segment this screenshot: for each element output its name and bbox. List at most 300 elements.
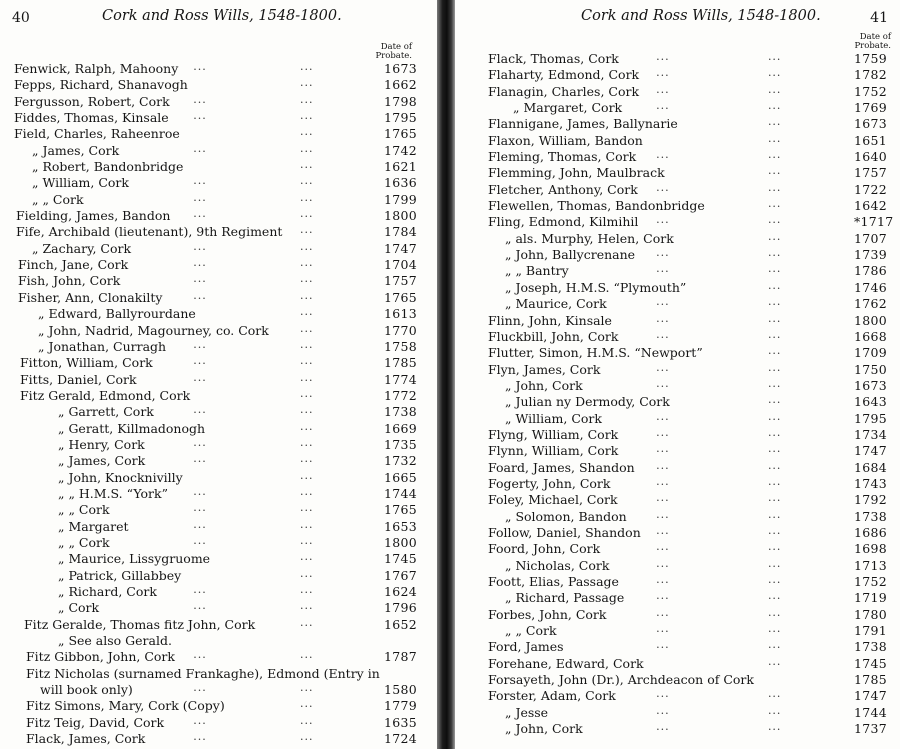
probate-year: 1752 — [854, 574, 888, 589]
leader-dots: ... — [767, 115, 782, 129]
testator-name: Forehane, Edward, Cork — [488, 655, 644, 671]
probate-year: 1738 — [384, 404, 418, 420]
will-entry — [0, 550, 437, 566]
probate-year: 1724 — [384, 731, 418, 747]
leader-dots: ... — [767, 197, 782, 211]
leader-dots: ... — [193, 501, 207, 515]
will-entry — [0, 305, 437, 321]
leader-dots: ... — [656, 589, 670, 603]
probate-year: 1769 — [854, 100, 888, 116]
testator-name: „ John, Nadrid, Magourney, co. Cork — [38, 322, 269, 338]
testator-name: „ Joseph, H.M.S. “Plymouth” — [505, 279, 687, 295]
probate-year: 1665 — [384, 469, 418, 485]
testator-name: „ Solomon, Bandon — [505, 508, 627, 524]
probate-year: 1673 — [854, 116, 888, 132]
testator-name: Fish, John, Cork — [18, 273, 121, 289]
testator-name: Fepps, Richard, Shanavogh — [14, 77, 188, 93]
will-entry — [0, 322, 437, 338]
leader-dots: ... — [656, 180, 670, 194]
leader-dots: ... — [767, 442, 782, 456]
leader-dots: ... — [300, 272, 314, 286]
testator-name: „ Zachary, Cork — [32, 240, 132, 256]
leader-dots: ... — [767, 622, 782, 636]
testator-name: „ „ Cork — [58, 502, 110, 518]
probate-year: 1743 — [854, 475, 888, 491]
will-entry — [455, 279, 900, 295]
testator-name: „ Edward, Ballyrourdane — [38, 306, 196, 322]
testator-name: Flaharty, Edmond, Cork — [488, 67, 640, 83]
will-entry — [0, 223, 437, 239]
leader-dots: ... — [300, 419, 314, 433]
leader-dots: ... — [300, 452, 314, 466]
will-entry — [455, 164, 900, 180]
will-entry — [455, 328, 900, 344]
probate-year: 1792 — [854, 492, 888, 508]
probate-year: 1796 — [384, 600, 418, 616]
probate-year: 1770 — [384, 322, 418, 338]
will-entry — [0, 109, 437, 125]
leader-dots: ... — [193, 337, 207, 351]
leader-dots: ... — [193, 599, 207, 613]
probate-year: 1742 — [384, 142, 418, 158]
leader-dots: ... — [767, 573, 782, 586]
leader-dots: ... — [193, 403, 207, 417]
probate-year: 1785 — [854, 672, 888, 688]
testator-name: Fitts, Daniel, Cork — [20, 371, 137, 387]
probate-year: 1673 — [854, 377, 888, 393]
testator-name: Fitz Nicholas (surnamed Frankaghe), Edmond (Entry in — [26, 665, 380, 681]
probate-year: 1684 — [854, 459, 888, 475]
will-entry — [0, 158, 437, 174]
leader-dots: ... — [656, 556, 670, 570]
probate-year: 1624 — [384, 584, 418, 599]
will-entry — [0, 354, 437, 370]
probate-year: 1767 — [384, 567, 418, 583]
will-entry — [455, 704, 900, 720]
leader-dots: ... — [767, 344, 782, 358]
probate-year: 1653 — [384, 518, 418, 534]
testator-name: Field, Charles, Raheenroe — [14, 126, 180, 142]
leader-dots: ... — [767, 540, 782, 554]
right-page — [455, 0, 900, 749]
leader-dots: ... — [767, 327, 782, 341]
will-entry — [455, 83, 900, 99]
testator-name: Foard, James, Shandon — [488, 459, 635, 475]
leader-dots: ... — [656, 295, 670, 309]
leader-dots: ... — [193, 190, 207, 204]
will-entry — [455, 115, 900, 131]
will-entry — [0, 387, 437, 403]
probate-year: 1734 — [854, 426, 888, 442]
testator-name: „ John, Cork — [505, 377, 583, 393]
will-entry — [455, 687, 900, 703]
leader-dots: ... — [767, 507, 782, 521]
leader-dots: ... — [767, 589, 782, 603]
testator-name: Flyn, James, Cork — [488, 361, 601, 377]
leader-dots: ... — [656, 622, 670, 636]
probate-year: 1787 — [384, 649, 418, 665]
testator-name: „ Nicholas, Cork — [505, 557, 610, 573]
will-entry — [455, 524, 900, 540]
testator-name: Fife, Archibald (lieutenant), 9th Regiment — [16, 224, 283, 240]
probate-year: 1669 — [384, 420, 418, 436]
leader-dots: ... — [767, 409, 782, 423]
testator-name: Fling, Edmond, Kilmihil — [488, 214, 639, 230]
testator-name: Follow, Daniel, Shandon — [488, 524, 641, 540]
leader-dots: ... — [656, 474, 670, 488]
probate-header-line: Date of — [859, 32, 891, 42]
leader-dots: ... — [767, 180, 782, 194]
testator-name: Fisher, Ann, Clonakilty — [18, 289, 163, 305]
testator-name: „ „ Bantry — [505, 263, 569, 279]
probate-year: 1651 — [854, 132, 888, 148]
will-entry — [0, 142, 437, 158]
probate-year: 1780 — [854, 606, 888, 622]
leader-dots: ... — [767, 654, 782, 668]
leader-dots: ... — [767, 99, 782, 113]
leader-dots: ... — [656, 327, 670, 341]
leader-dots: ... — [193, 239, 207, 253]
leader-dots: ... — [300, 484, 314, 498]
testator-name: Flack, James, Cork — [26, 731, 146, 747]
leader-dots: ... — [300, 648, 314, 662]
probate-header-line: Probate. — [854, 41, 891, 51]
will-entry — [0, 714, 437, 730]
will-entry — [455, 230, 900, 246]
will-entry — [455, 377, 900, 393]
will-entry — [0, 338, 437, 354]
date-of-probate-header — [364, 43, 412, 61]
leader-dots: ... — [656, 246, 670, 260]
probate-year: 1795 — [854, 410, 888, 426]
probate-year: 1707 — [854, 230, 888, 246]
will-entry — [0, 485, 437, 501]
leader-dots: ... — [767, 148, 782, 162]
leader-dots: ... — [193, 141, 207, 155]
testator-name: „ John, Knocknivilly — [58, 469, 183, 485]
probate-year: 1779 — [384, 698, 418, 714]
leader-dots: ... — [193, 288, 207, 302]
will-entry — [455, 312, 900, 328]
will-entry — [455, 573, 900, 589]
probate-year: 1719 — [854, 590, 888, 606]
leader-dots: ... — [193, 648, 207, 662]
leader-dots: ... — [300, 354, 314, 368]
probate-year: 1713 — [854, 557, 888, 573]
leader-dots: ... — [767, 229, 782, 243]
probate-year: 1759 — [854, 51, 888, 66]
will-entry — [455, 246, 900, 262]
leader-dots: ... — [767, 131, 782, 145]
probate-year: 1635 — [384, 714, 418, 730]
leader-dots: ... — [300, 288, 314, 302]
testator-name: Flemming, John, Maulbrack — [488, 165, 665, 181]
testator-name: Forster, Adam, Cork — [488, 688, 616, 704]
testator-name: Finch, Jane, Cork — [18, 257, 129, 273]
leader-dots: ... — [767, 523, 782, 537]
entry-list — [455, 50, 900, 736]
will-entry — [455, 622, 900, 638]
testator-name: „ als. Murphy, Helen, Cork — [505, 230, 674, 246]
probate-year: 1752 — [854, 83, 888, 99]
probate-year: 1774 — [384, 371, 418, 387]
leader-dots: ... — [656, 360, 670, 374]
will-entry — [0, 60, 437, 76]
will-entry — [455, 344, 900, 360]
testator-name: Foott, Elias, Passage — [488, 574, 619, 589]
probate-year: 1735 — [384, 436, 418, 452]
testator-name: Fielding, James, Bandon — [16, 208, 171, 224]
leader-dots: ... — [767, 295, 782, 309]
testator-name: „ James, Cork — [58, 453, 146, 469]
leader-dots: ... — [656, 148, 670, 162]
will-entry — [0, 616, 437, 632]
leader-dots: ... — [193, 517, 207, 531]
testator-name: „ Margaret, Cork — [513, 100, 623, 116]
leader-dots: ... — [300, 207, 314, 221]
probate-year: 1636 — [384, 175, 418, 191]
probate-year: 1747 — [384, 240, 418, 256]
leader-dots: ... — [300, 713, 314, 727]
leader-dots: ... — [193, 730, 207, 744]
testator-name: will book only) — [40, 682, 133, 698]
testator-name: „ Margaret — [58, 518, 129, 534]
probate-year: 1765 — [384, 126, 418, 142]
book-gutter — [437, 0, 455, 749]
leader-dots: ... — [193, 370, 207, 384]
testator-name: Flanagin, Charles, Cork — [488, 83, 640, 99]
probate-year: 1745 — [854, 655, 888, 671]
probate-year: 1791 — [854, 623, 888, 639]
will-entry — [0, 371, 437, 387]
probate-year: *1717 — [854, 214, 894, 230]
testator-name: „ „ Cork — [32, 191, 84, 207]
probate-year: 1800 — [384, 534, 418, 550]
leader-dots: ... — [300, 403, 314, 417]
leader-dots: ... — [193, 583, 207, 596]
running-head: Cork and Ross Wills, 1548-1800. — [102, 8, 342, 24]
testator-name: „ William, Cork — [32, 175, 129, 191]
leader-dots: ... — [656, 82, 670, 96]
testator-name: „ „ H.M.S. “York” — [58, 485, 168, 501]
leader-dots: ... — [300, 517, 314, 531]
testator-name: Forbes, John, Cork — [488, 606, 607, 622]
will-entry — [0, 730, 437, 746]
testator-name: „ Julian ny Dermody, Cork — [505, 394, 670, 410]
will-entry — [0, 518, 437, 534]
leader-dots: ... — [767, 556, 782, 570]
testator-name: „ Richard, Passage — [505, 590, 625, 606]
leader-dots: ... — [656, 573, 670, 586]
leader-dots: ... — [300, 223, 314, 237]
testator-name: Fluckbill, John, Cork — [488, 328, 619, 344]
probate-year: 1762 — [854, 296, 888, 312]
will-entry — [455, 181, 900, 197]
probate-year: 1621 — [384, 159, 418, 175]
testator-name: Ford, James — [488, 639, 564, 655]
probate-year: 1709 — [854, 345, 888, 361]
probate-year: 1640 — [854, 149, 888, 165]
testator-name: „ „ Cork — [58, 534, 110, 550]
probate-year: 1746 — [854, 279, 888, 295]
testator-name: „ John, Ballycrenane — [505, 247, 636, 263]
probate-header-line: Date of — [380, 42, 412, 52]
leader-dots: ... — [300, 305, 314, 319]
leader-dots: ... — [767, 50, 782, 63]
leader-dots: ... — [300, 435, 314, 449]
leader-dots: ... — [656, 703, 670, 717]
probate-year: 1704 — [384, 257, 418, 273]
testator-name: Fergusson, Robert, Cork — [14, 93, 170, 109]
page-number: 40 — [12, 10, 30, 26]
probate-year: 1795 — [384, 110, 418, 126]
will-entry — [0, 420, 437, 436]
leader-dots: ... — [656, 50, 670, 63]
testator-name: Fenwick, Ralph, Mahoony — [14, 61, 179, 76]
will-entry — [0, 469, 437, 485]
probate-year: 1747 — [854, 688, 888, 704]
leader-dots: ... — [300, 615, 314, 629]
leader-dots: ... — [767, 246, 782, 260]
leader-dots: ... — [656, 99, 670, 113]
will-entry — [455, 638, 900, 654]
leader-dots: ... — [656, 605, 670, 619]
testator-name: Fletcher, Anthony, Cork — [488, 181, 638, 197]
testator-name: Fitz Teig, David, Cork — [26, 714, 165, 730]
leader-dots: ... — [656, 262, 670, 276]
leader-dots: ... — [767, 82, 782, 96]
leader-dots: ... — [300, 109, 314, 123]
will-entry — [455, 197, 900, 213]
leader-dots: ... — [300, 337, 314, 351]
testator-name: Flinn, John, Kinsale — [488, 312, 612, 328]
testator-name: „ James, Cork — [32, 142, 120, 158]
leader-dots: ... — [300, 697, 314, 711]
will-entry — [455, 262, 900, 278]
probate-header-line: Probate. — [375, 51, 412, 61]
probate-year: 1732 — [384, 453, 418, 469]
testator-name: Flack, Thomas, Cork — [488, 51, 619, 66]
leader-dots: ... — [300, 583, 314, 596]
running-head: Cork and Ross Wills, 1548-1800. — [581, 8, 821, 24]
leader-dots: ... — [300, 501, 314, 515]
will-entry — [0, 632, 437, 648]
probate-year: 1784 — [384, 224, 418, 240]
testator-name: Flyng, William, Cork — [488, 426, 619, 442]
probate-year: 1745 — [384, 551, 418, 567]
will-entry — [455, 459, 900, 475]
leader-dots: ... — [767, 638, 782, 652]
testator-name: „ Jonathan, Curragh — [38, 338, 167, 354]
probate-year: 1613 — [384, 306, 418, 322]
probate-year: 1643 — [854, 394, 888, 410]
will-entry — [0, 501, 437, 517]
leader-dots: ... — [767, 262, 782, 276]
probate-year: 1642 — [854, 198, 888, 214]
testator-name: „ Garrett, Cork — [58, 404, 154, 420]
leader-dots: ... — [767, 360, 782, 374]
will-entry — [0, 174, 437, 190]
will-entry — [0, 240, 437, 256]
will-entry — [0, 567, 437, 583]
leader-dots: ... — [656, 540, 670, 554]
will-entry — [0, 583, 437, 599]
will-entry — [455, 410, 900, 426]
testator-name: Foord, John, Cork — [488, 541, 601, 557]
leader-dots: ... — [767, 213, 782, 227]
leader-dots: ... — [656, 376, 670, 390]
will-entry — [0, 93, 437, 109]
probate-year: 1765 — [384, 289, 418, 305]
testator-name: „ Maurice, Cork — [505, 296, 607, 312]
leader-dots: ... — [300, 468, 314, 482]
leader-dots: ... — [193, 681, 207, 695]
probate-year: 1750 — [854, 361, 888, 377]
will-entry — [0, 452, 437, 468]
testator-name: Fitz Gerald, Edmond, Cork — [20, 387, 191, 403]
testator-name: Fitton, William, Cork — [20, 355, 153, 371]
will-entry — [455, 475, 900, 491]
will-entry — [455, 50, 900, 66]
leader-dots: ... — [193, 256, 207, 270]
testator-name: Fitz Gibbon, John, Cork — [26, 649, 175, 665]
will-entry — [455, 393, 900, 409]
probate-year: 1737 — [854, 721, 888, 737]
leader-dots: ... — [767, 458, 782, 472]
date-of-probate-header — [843, 33, 891, 51]
leader-dots: ... — [300, 681, 314, 695]
leader-dots: ... — [656, 523, 670, 537]
leader-dots: ... — [767, 311, 782, 325]
leader-dots: ... — [767, 474, 782, 488]
testator-name: Flewellen, Thomas, Bandonbridge — [488, 198, 705, 214]
probate-year: 1738 — [854, 639, 888, 655]
will-entry — [0, 125, 437, 141]
leader-dots: ... — [193, 174, 207, 188]
will-entry — [455, 442, 900, 458]
probate-year: 1686 — [854, 524, 888, 540]
will-entry — [455, 148, 900, 164]
left-page — [0, 0, 437, 749]
will-entry — [455, 540, 900, 556]
testator-name: Forsayeth, John (Dr.), Archdeacon of Cork — [488, 672, 754, 688]
testator-name: Flynn, William, Cork — [488, 443, 619, 459]
leader-dots: ... — [767, 687, 782, 701]
will-entry — [455, 720, 900, 736]
leader-dots: ... — [767, 425, 782, 439]
testator-name: „ Cork — [58, 600, 100, 616]
testator-name: „ Maurice, Lissygruome — [58, 551, 211, 567]
leader-dots: ... — [767, 164, 782, 178]
leader-dots: ... — [656, 66, 670, 80]
will-entry — [455, 671, 900, 687]
will-entry — [0, 207, 437, 223]
probate-year: 1765 — [384, 502, 418, 518]
will-entry — [0, 648, 437, 664]
testator-name: Foley, Michael, Cork — [488, 492, 618, 508]
leader-dots: ... — [656, 687, 670, 701]
leader-dots: ... — [300, 599, 314, 613]
will-entry — [0, 436, 437, 452]
leader-dots: ... — [193, 92, 207, 106]
leader-dots: ... — [656, 409, 670, 423]
leader-dots: ... — [656, 425, 670, 439]
probate-year: 1744 — [854, 704, 888, 720]
testator-name: Fleming, Thomas, Cork — [488, 149, 637, 165]
leader-dots: ... — [656, 442, 670, 456]
leader-dots: ... — [656, 458, 670, 472]
probate-year: 1798 — [384, 93, 418, 109]
